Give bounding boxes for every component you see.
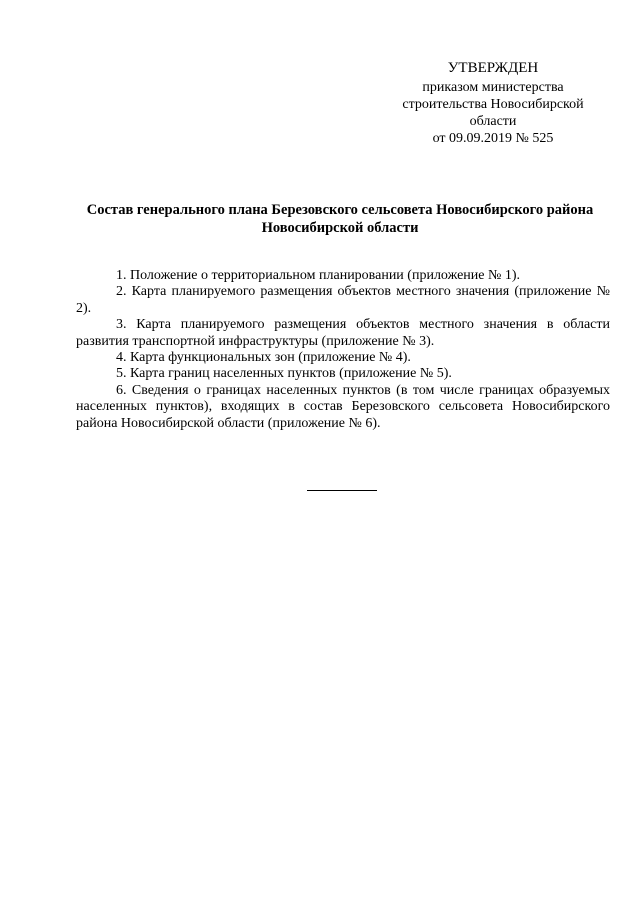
item-number: 6. <box>116 382 127 398</box>
item-text: Карта функциональных зон (приложение № 4). <box>130 350 411 366</box>
list-item <box>76 350 610 366</box>
item-text: Сведения о границах населенных пунктов (в том числе границах образуемых населенных пунктов), входящих в состав Березовского сельсовета Новосибирского района Новосибирской области (приложение № 6). <box>76 382 610 431</box>
item-text: Карта границ населенных пунктов (приложение № 5). <box>130 366 452 382</box>
approval-line: области <box>469 114 517 129</box>
list-item <box>76 366 610 382</box>
list-item <box>76 284 610 317</box>
title-line: Новосибирской области <box>261 220 419 236</box>
approval-order-date: от 09.09.2019 № 525 <box>432 131 554 146</box>
composition-list <box>76 268 610 432</box>
item-number: 1. <box>116 268 127 283</box>
item-number: 4. <box>116 350 127 366</box>
item-number: 3. <box>116 317 127 333</box>
list-item <box>76 268 610 284</box>
approval-heading: УТВЕРЖДЕН <box>447 60 539 76</box>
title-line: Состав генерального плана Березовского сельсовета Новосибирского района <box>86 202 594 218</box>
list-item <box>76 383 610 432</box>
end-divider <box>307 490 377 491</box>
document-title <box>60 201 620 237</box>
approval-line: приказом министерства <box>422 80 564 95</box>
item-text: Карта планируемого размещения объектов местного значения (приложение № 2). <box>76 284 611 316</box>
list-item <box>76 317 610 350</box>
approval-block <box>395 60 591 147</box>
approval-line: строительства Новосибирской <box>402 97 584 112</box>
item-number: 5. <box>116 366 127 382</box>
item-text: Карта планируемого размещения объектов местного значения в области развития транспортной инфраструктуры (приложение № 3). <box>76 317 610 349</box>
item-number: 2. <box>116 284 127 300</box>
item-text: Положение о территориальном планировании (приложение № 1). <box>130 268 521 283</box>
